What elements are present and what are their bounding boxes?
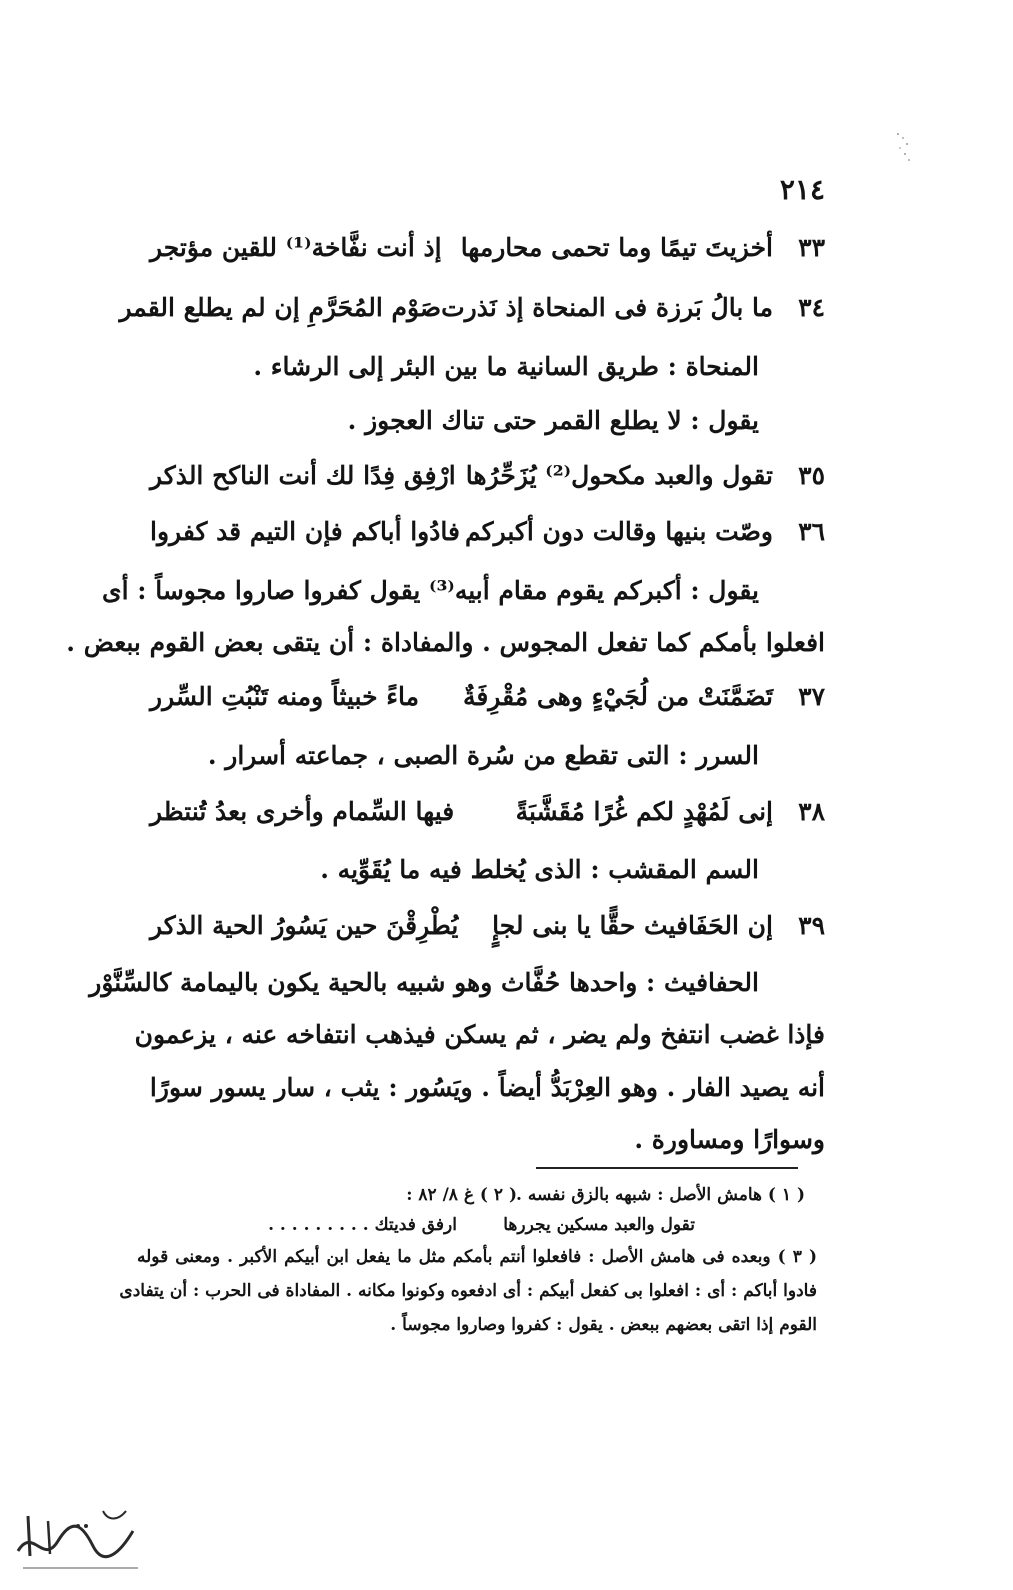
library-stamp-logo [8,1496,158,1576]
footnote-2-verse-first: تقول والعبد مسكين يجررها [503,1215,695,1235]
second-hemistich: فيها السِّمام وأخرى بعدُ تُنتظر [150,797,455,826]
footnote-3-line: فادوا أباكم : أى : افعلوا بى كفعل أبيكم : أى ادفعوه وكونوا مكانه . المفاداة فى الحرب : أن يتفادى [119,1281,817,1301]
commentary-line: يقول : لا يطلع القمر حتى تناك العجوز . [347,406,759,435]
second-hemistich: إذ أنت نفَّاخة⁽¹⁾ للقين مؤتجر [150,233,442,262]
second-hemistich: يُطْرِقْنَ حين يَسُورُ الحية الذكر [150,911,459,940]
first-hemistich: ما بالُ بَرزة فى المنحاة إذ نَذرت [441,293,773,322]
second-hemistich: صَوْم المُحَرَّمِ إن لم يطلع القمر [119,293,442,322]
footnote-2-verse-second: ارفق فديتك . . . . . . . . . [268,1215,457,1235]
commentary-line: أنه يصيد الفار . وهو العِرْبَدُّ أيضاً . ويَسُور : يثب ، سار يسور سورًا [149,1073,825,1102]
verse-37 [150,682,825,712]
commentary-line: السرر : التى تقطع من سُرة الصبى ، جماعته أسرار . [207,741,759,770]
verse-38 [150,797,825,827]
verse-33 [150,233,825,263]
verse-number: ٣٩ [798,911,825,940]
second-hemistich: ماءً خبيثاً ومنه تَنْبُتِ السِّرر [150,682,420,711]
page-number: ٢١٤ [779,173,825,206]
second-hemistich: فادُوا أباكم فإن التيم قد كفروا [150,517,460,546]
commentary-line: السم المقشب : الذى يُخلط فيه ما يُقَوِّيه . [320,855,759,884]
footnote-3: ( ٣ ) وبعده فى هامش الأصل : فافعلوا أنتم بأمكم مثل ما يفعل ابن أبيكم الأكبر . ومعنى قوله [137,1247,817,1267]
verse-number: ٣٥ [798,461,825,490]
verse-36 [150,517,825,547]
first-hemistich: وصّت بنيها وقالت دون أكبركم [465,517,773,546]
second-hemistich: ارْفِق فِدًا لك أنت الناكح الذكر [150,461,456,490]
commentary-line: يقول : أكبركم يقوم مقام أبيه⁽³⁾ يقول كفروا صاروا مجوساً : أى [102,576,759,605]
first-hemistich: أخزيتَ تيمًا وما تحمى محارمها [460,233,773,262]
first-hemistich: تَضَمَّنَتْ من لُجَيْءٍ وهى مُقْرِفَةٌ [462,682,773,711]
first-hemistich: إنى لَمُهْدٍ لكم غُرًا مُقَشَّبَةً [515,797,773,826]
verse-number: ٣٨ [798,797,825,826]
verse-number: ٣٤ [798,293,825,322]
footnote-2: ( ٢ ) غ ٨/ ٨٢ : [406,1185,517,1205]
scan-noise [894,128,912,168]
verse-35 [150,461,825,491]
footnote-divider [536,1167,798,1169]
footnote-1: ( ١ ) هامش الأصل : شبهه بالزق نفسه . [516,1185,805,1205]
first-hemistich: إن الحَفَافيث حقًّا يا بنى لجإٍ [492,911,773,940]
commentary-line: افعلوا بأمكم كما تفعل المجوس . والمفاداة : أن يتقى بعض القوم ببعض . [66,628,825,657]
commentary-line: فإذا غضب انتفخ ولم يضر ، ثم يسكن فيذهب انتفاخه عنه ، يزعمون [134,1020,825,1049]
first-hemistich: تقول والعبد مكحول⁽²⁾ يُزَحِّرُها [465,461,773,490]
verse-39 [150,911,825,941]
verse-34 [119,293,825,323]
commentary-line: المنحاة : طريق السانية ما بين البئر إلى الرشاء . [253,352,759,381]
verse-number: ٣٧ [798,682,825,711]
footnote-3-line: القوم إذا اتقى بعضهم ببعض . يقول : كفروا وصاروا مجوساً . [390,1315,817,1335]
commentary-line: الحفافيث : واحدها حُفَّاث وهو شبيه بالحية يكون باليمامة كالسِّنَّوْر [89,968,759,997]
verse-number: ٣٦ [798,517,825,546]
verse-number: ٣٣ [798,233,825,262]
commentary-line: وسوارًا ومساورة . [634,1125,825,1154]
